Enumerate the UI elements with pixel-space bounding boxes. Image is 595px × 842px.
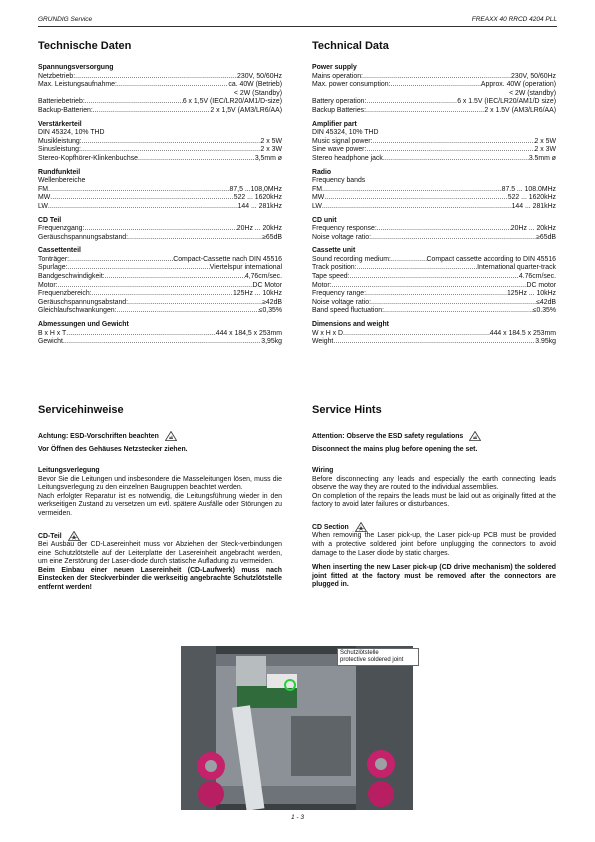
spec-row	[312, 282, 556, 291]
power-rows-en	[312, 73, 556, 116]
cd-section-heading-en	[312, 522, 556, 532]
spec-value: 4.76cm/sec.	[518, 273, 556, 281]
spec-label: Netzbetrieb:	[38, 72, 76, 80]
wiring-text1-de: Bevor Sie die Leitungen und insbesondere die Masseleitungen lösen, muss die Leitungsverlegung zu den einzelnen Baugruppen beachtet werden.	[38, 475, 282, 492]
leader-dots	[383, 155, 529, 164]
spec-row	[312, 264, 556, 273]
leader-dots	[82, 138, 261, 147]
spec-label: Backup Batteries:	[312, 106, 367, 114]
spec-row	[38, 256, 282, 265]
spec-row	[38, 81, 282, 90]
dim-heading-de: Abmessungen und Gewicht	[38, 321, 129, 329]
leader-dots	[373, 138, 535, 147]
spec-row	[38, 234, 282, 243]
spec-label: LW	[312, 202, 322, 210]
spec-row	[38, 107, 282, 116]
spec-value: Compact-Cassette nach DIN 45516	[173, 255, 282, 263]
amp-rows-en	[312, 138, 556, 164]
spec-value: 20Hz ... 20kHz	[510, 225, 556, 233]
callout-en: protective soldered joint	[340, 657, 404, 663]
spec-row	[312, 338, 556, 347]
spec-value: 2 x 1,5V (AM3/LR6/AA)	[210, 106, 282, 114]
spec-value: 144 ... 281kHz	[237, 202, 282, 210]
spec-row	[312, 90, 556, 99]
spec-label: Backup-Batterien:	[38, 106, 93, 114]
cd-heading-de: CD Teil	[38, 216, 62, 224]
spec-row	[38, 73, 282, 82]
servicehinweise-section	[38, 404, 282, 593]
spec-row	[312, 107, 556, 116]
leader-dots	[366, 107, 484, 116]
leader-dots	[68, 264, 210, 273]
spec-row	[38, 138, 282, 147]
wiring-text1-en: Before disconnecting any leads and especially the earth connecting leads observe the way they are routed to the individual assemblies.	[312, 475, 556, 492]
spec-value: 2 x 5W	[534, 137, 556, 145]
amp-sub-en: DIN 45324, 10% THD	[312, 129, 379, 137]
cass-rows-en	[312, 256, 556, 316]
esd-warning-de	[38, 431, 282, 441]
spec-row	[38, 186, 282, 195]
spec-label: Max. Leistungsaufnahme:	[38, 81, 117, 89]
leader-dots	[138, 155, 255, 164]
radio-rows-en	[312, 186, 556, 212]
spec-row	[38, 307, 282, 316]
spec-value: 2 x 3W	[260, 146, 282, 154]
spec-label: Spurlage:	[38, 264, 68, 272]
spec-row	[38, 194, 282, 203]
spec-value: 230V, 50/60Hz	[511, 72, 556, 80]
section-title-de: Technische Daten	[38, 40, 132, 52]
leader-dots	[384, 307, 533, 316]
spec-label: Sine wave power:	[312, 146, 367, 154]
spec-label: MW	[38, 194, 51, 202]
esd-text-en: Attention: Observe the ESD safety regulations	[312, 432, 464, 440]
leader-dots	[371, 234, 536, 243]
spec-row	[312, 225, 556, 234]
spec-label: Frequency response:	[312, 225, 377, 233]
leader-dots	[366, 98, 457, 107]
leader-dots	[105, 273, 245, 282]
spec-value: ca. 40W (Betrieb)	[228, 81, 282, 89]
spec-row	[312, 273, 556, 282]
leader-dots	[48, 203, 238, 212]
spec-label: Frequenzgang:	[38, 225, 85, 233]
dim-heading-en: Dimensions and weight	[312, 321, 389, 329]
spec-row	[38, 282, 282, 291]
spec-label: Gewicht	[38, 338, 63, 346]
spec-row	[312, 186, 556, 195]
spec-value: 522 ... 1620kHz	[507, 194, 556, 202]
spec-row	[38, 203, 282, 212]
mains-warning-en: Disconnect the mains plug before opening the set.	[312, 446, 478, 454]
leader-dots	[363, 73, 511, 82]
spec-value: 444 x 184,5 x 253mm	[215, 329, 282, 337]
spec-row	[312, 146, 556, 155]
spec-value: 20Hz ... 20kHz	[236, 225, 282, 233]
leader-dots	[58, 282, 253, 291]
spec-label: Mains operation:	[312, 72, 363, 80]
cass-rows-de	[38, 256, 282, 316]
spec-row	[312, 194, 556, 203]
spec-label: Frequenzbereich:	[38, 290, 92, 298]
leader-dots	[366, 146, 534, 155]
spec-value: 87,5 ...108,0MHz	[229, 185, 282, 193]
spec-label: Stereo headphone jack	[312, 154, 383, 162]
leader-dots	[81, 146, 261, 155]
laser-pcb-photo	[181, 646, 413, 810]
spec-row	[312, 290, 556, 299]
power-heading-en: Power supply	[312, 64, 357, 71]
spec-row	[312, 330, 556, 339]
spec-value: 125Hz ... 10kHz	[232, 290, 282, 298]
spec-value: 3.5mm ø	[528, 154, 556, 162]
spec-row	[312, 307, 556, 316]
spec-row	[38, 264, 282, 273]
spec-value: 6 x 1,5V (IEC/LR20/AM1/D-size)	[182, 98, 282, 106]
power-heading-de: Spannungsversorgung	[38, 64, 114, 71]
solder-joint-callout	[337, 648, 419, 666]
header-model: FREAXX 40 RRCD 4204 PLL	[471, 16, 557, 23]
spec-label: FM	[312, 185, 322, 193]
spec-row	[312, 138, 556, 147]
leader-dots	[391, 256, 427, 265]
cd-rows-en	[312, 225, 556, 242]
spec-label: Sinusleistung:	[38, 146, 81, 154]
spec-row	[38, 155, 282, 164]
amp-heading-de: Verstärkerteil	[38, 120, 82, 128]
spec-label: Motor:	[312, 281, 332, 289]
spec-value: 125Hz ... 10kHz	[506, 290, 556, 298]
spec-value: ≥65dB	[536, 233, 556, 241]
spec-label: Max. power consumption:	[312, 81, 391, 89]
service-hints-section	[312, 404, 556, 590]
wiring-heading-de: Leitungsverlegung	[38, 467, 100, 475]
cd-heading-text-de: CD-Teil	[38, 532, 62, 540]
leader-dots	[75, 73, 237, 82]
wiring-text2-en: On completion of the repairs the leads must be laid out as originally fitted at the factory to avoid later failures or disturbances.	[312, 492, 556, 509]
spec-row	[38, 290, 282, 299]
spec-label: Noise voltage ratio:	[312, 233, 371, 241]
cd-rows-de	[38, 225, 282, 242]
radio-sub-de: Wellenbereiche	[38, 177, 86, 185]
spec-label: Frequency range:	[312, 290, 367, 298]
mains-warning-de: Vor Öffnen des Gehäuses Netzstecker ziehen.	[38, 446, 188, 454]
cd-heading-text-en: CD Section	[312, 523, 349, 531]
spec-value: DC Motor	[252, 281, 282, 289]
spec-label: B x H x T	[38, 329, 67, 337]
radio-rows-de	[38, 186, 282, 212]
spec-row	[38, 338, 282, 347]
spec-value: ≤0.35%	[532, 307, 556, 315]
spec-value: 444 x 184.5 x 253mm	[489, 329, 556, 337]
spec-row	[312, 256, 556, 265]
leader-dots	[93, 107, 211, 116]
spec-label: Noise voltage ratio:	[312, 298, 371, 306]
spec-label: FM	[38, 185, 48, 193]
spec-row	[312, 81, 556, 90]
leader-dots	[322, 186, 502, 195]
amp-sub-de: DIN 45324, 10% THD	[38, 129, 105, 137]
cd-section-heading-de	[38, 531, 282, 541]
spec-value: 3,5mm ø	[254, 154, 282, 162]
spec-value: < 2W (standby)	[509, 89, 556, 97]
spec-value: ≥42dB	[262, 298, 282, 306]
leader-dots	[333, 338, 535, 347]
spec-value: 144 ... 281kHz	[511, 202, 556, 210]
spec-row	[312, 234, 556, 243]
spec-label: Geräuschspannungsabstand:	[38, 298, 129, 306]
spec-row	[312, 98, 556, 107]
spec-label: Music signal power:	[312, 137, 373, 145]
service-title-de: Servicehinweise	[38, 404, 124, 416]
cass-heading-en: Cassette unit	[312, 247, 356, 255]
spec-value: 87.5 ... 108.0MHz	[501, 185, 556, 193]
leader-dots	[324, 194, 507, 203]
wiring-text2-de: Nach erfolgter Reparatur ist es notwendig, die Leitungsführung wieder in den werkseitigen Zustand zu versetzen um evtl. spätere Ausfälle oder Störungen zu vermeiden.	[38, 492, 282, 517]
leader-dots	[48, 186, 230, 195]
dim-rows-de	[38, 330, 282, 347]
spec-label: Bandgeschwindigkeit:	[38, 273, 105, 281]
spec-value: Viertelspur international	[209, 264, 282, 272]
leader-dots	[69, 256, 173, 265]
spec-label: Geräuschspannungsabstand:	[38, 233, 129, 241]
spec-label: Tonträger:	[38, 255, 70, 263]
technische-daten-section	[38, 40, 282, 347]
leader-dots	[66, 330, 216, 339]
leader-dots	[85, 98, 183, 107]
technical-data-section	[312, 40, 556, 347]
spec-value: DC motor	[526, 281, 556, 289]
leader-dots	[117, 307, 259, 316]
leader-dots	[50, 194, 233, 203]
spec-value: ≤42dB	[536, 298, 556, 306]
laser-warning-icon	[355, 522, 367, 532]
spec-label: Motor:	[38, 281, 58, 289]
spec-label: Batteriebetrieb:	[38, 98, 85, 106]
spec-row	[38, 225, 282, 234]
leader-dots	[350, 273, 519, 282]
spec-label: Stereo-Kopfhörer-Klinkenbuchse	[38, 154, 138, 162]
leader-dots	[322, 203, 512, 212]
spec-label: Band speed fluctuation:	[312, 307, 385, 315]
leader-dots	[366, 290, 507, 299]
spec-row	[38, 98, 282, 107]
dim-rows-en	[312, 330, 556, 347]
esd-text-de: Achtung: ESD-Vorschriften beachten	[38, 432, 159, 440]
spec-row	[38, 273, 282, 282]
spec-value: ≤0,35%	[258, 307, 282, 315]
spec-value: 230V, 50/60Hz	[237, 72, 282, 80]
radio-sub-en: Frequency bands	[312, 177, 366, 185]
callout-de: Schutzlötstelle	[340, 650, 379, 656]
spec-label: Tape speed:	[312, 273, 350, 281]
spec-value: International quarter-track	[477, 264, 556, 272]
section-title-en: Technical Data	[312, 40, 389, 52]
radio-heading-de: Rundfunkteil	[38, 168, 81, 176]
page-number: 1 - 3	[290, 814, 304, 821]
cd-text-en: When removing the Laser pick-up, the Laser pick-up PCB must be provided with a protective soldered joint before unplugging the connectors to avoid damage to the Laser diode by static charges.	[312, 532, 556, 557]
spec-row	[312, 203, 556, 212]
esd-hand-icon	[165, 431, 177, 441]
spec-row	[38, 146, 282, 155]
spec-label: Weight	[312, 338, 334, 346]
spec-label: Battery operation:	[312, 98, 367, 106]
spec-value: 522 ... 1620kHz	[233, 194, 282, 202]
cd-text-de: Bei Ausbau der CD-Lasereinheit muss vor Abziehen der Steck-verbindungen eine Schutzlötstelle auf der Leiterplatte der Lasereinheit angebracht werden, um eine Zerstörung der Laser-diode durch statische Aufladung zu vermeiden.	[38, 541, 282, 566]
spec-value: 3,95kg	[261, 338, 282, 346]
spec-label: Sound recording medium:	[312, 255, 391, 263]
spec-label: Track position:	[312, 264, 357, 272]
cd-heading-en: CD unit	[312, 216, 337, 224]
leader-dots	[332, 282, 527, 291]
leader-dots	[117, 81, 228, 90]
laser-warning-icon	[68, 531, 80, 541]
spec-value: 6 x 1.5V (IEC/LR20/AM1/D size)	[457, 98, 556, 106]
power-rows-de	[38, 73, 282, 116]
cass-heading-de: Cassettenteil	[38, 247, 81, 255]
spec-value: 3.95kg	[535, 338, 556, 346]
spec-label: LW	[38, 202, 48, 210]
spec-value: Compact cassette according to DIN 45516	[426, 255, 556, 263]
leader-dots	[92, 290, 233, 299]
esd-hand-icon	[469, 431, 481, 441]
spec-value: < 2W (Standby)	[233, 89, 282, 97]
spec-value: 2 x 5W	[260, 137, 282, 145]
spec-row	[38, 90, 282, 99]
laser-pcb-illustration	[181, 646, 413, 810]
leader-dots	[377, 225, 511, 234]
spec-row	[38, 299, 282, 308]
leader-dots	[128, 234, 262, 243]
cd-bold-en: When inserting the new Laser pick-up (CD drive mechanism) the soldered joint fitted at the factory must be removed after the connectors are plugged in.	[312, 564, 556, 589]
spec-row	[312, 155, 556, 164]
esd-warning-en	[312, 431, 556, 441]
wiring-heading-en: Wiring	[312, 467, 334, 475]
spec-row	[312, 299, 556, 308]
spec-row	[312, 73, 556, 82]
spec-value: ≥65dB	[262, 233, 282, 241]
spec-value: Approx. 40W (operation)	[480, 81, 556, 89]
spec-label: Gleichlaufschwankungen:	[38, 307, 117, 315]
cd-bold-de: Beim Einbau einer neuen Lasereinheit (CD-Laufwerk) muss nach Einstecken der Steckverbinder die werkseitig angebrachte Schutzlötstelle entfernt werden!	[38, 566, 282, 591]
amp-heading-en: Amplifier part	[312, 120, 357, 128]
spec-value: 4,76cm/sec.	[244, 273, 282, 281]
radio-heading-en: Radio	[312, 168, 332, 176]
leader-dots	[357, 264, 478, 273]
spec-row	[38, 330, 282, 339]
service-title-en: Service Hints	[312, 404, 382, 416]
leader-dots	[128, 299, 262, 308]
leader-dots	[371, 299, 536, 308]
spec-value: 2 x 1.5V (AM3/LR6/AA)	[484, 106, 556, 114]
leader-dots	[84, 225, 236, 234]
header-brand: GRUNDIG Service	[38, 16, 93, 23]
spec-label: MW	[312, 194, 325, 202]
spec-label: W x H x D	[312, 329, 344, 337]
spec-value: 2 x 3W	[534, 146, 556, 154]
leader-dots	[391, 81, 481, 90]
page-header	[38, 14, 557, 27]
leader-dots	[63, 338, 261, 347]
spec-label: Musikleistung:	[38, 137, 82, 145]
amp-rows-de	[38, 138, 282, 164]
leader-dots	[343, 330, 490, 339]
